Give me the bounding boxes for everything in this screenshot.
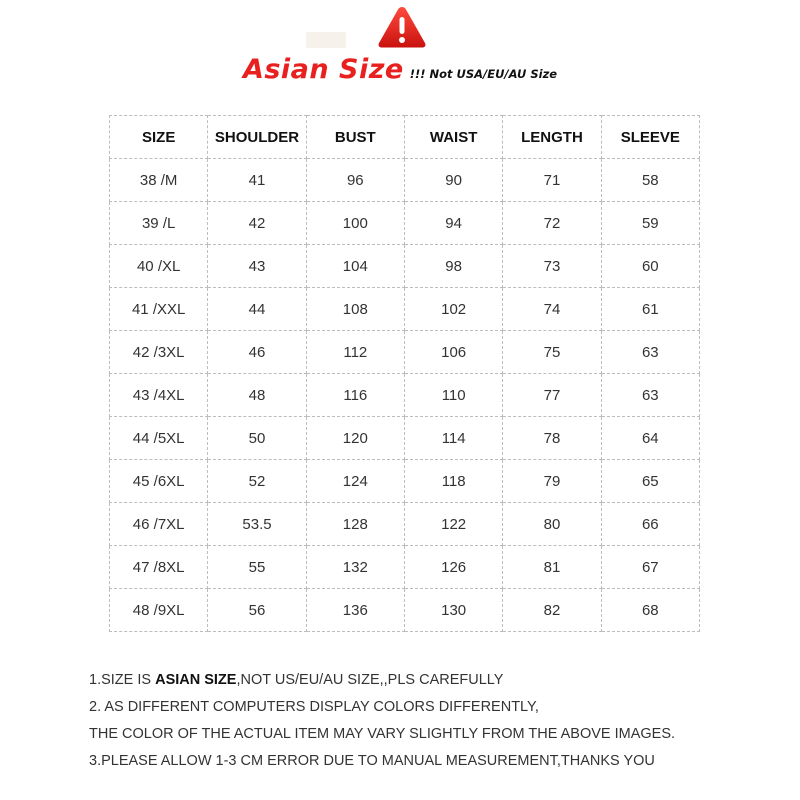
warning-triangle-icon xyxy=(376,4,428,50)
cell-waist: 118 xyxy=(404,460,502,503)
table-header-row xyxy=(110,116,700,159)
table-row xyxy=(110,159,700,202)
cell-length: 80 xyxy=(503,503,601,546)
cell-bust: 100 xyxy=(306,202,404,245)
cell-bust: 96 xyxy=(306,159,404,202)
cell-size: 47 /8XL xyxy=(110,546,208,589)
cell-bust: 116 xyxy=(306,374,404,417)
cell-shoulder: 41 xyxy=(208,159,306,202)
table-row xyxy=(110,503,700,546)
note-line-4: 3.PLEASE ALLOW 1-3 CM ERROR DUE TO MANUAL MEASUREMENT,THANKS YOU xyxy=(89,753,655,769)
cell-shoulder: 53.5 xyxy=(208,503,306,546)
column-header-length: LENGTH xyxy=(503,116,601,159)
cell-shoulder: 43 xyxy=(208,245,306,288)
cell-size: 43 /4XL xyxy=(110,374,208,417)
cell-size: 45 /6XL xyxy=(110,460,208,503)
table-row xyxy=(110,245,700,288)
cell-sleeve: 59 xyxy=(601,202,699,245)
cell-length: 73 xyxy=(503,245,601,288)
note-line-3: THE COLOR OF THE ACTUAL ITEM MAY VARY SLIGHTLY FROM THE ABOVE IMAGES. xyxy=(89,726,676,742)
cell-size: 46 /7XL xyxy=(110,503,208,546)
note-line-1-prefix: 1.SIZE IS xyxy=(89,672,156,688)
table-row xyxy=(110,417,700,460)
cell-length: 72 xyxy=(503,202,601,245)
cell-waist: 102 xyxy=(404,288,502,331)
cell-length: 79 xyxy=(503,460,601,503)
cell-sleeve: 63 xyxy=(601,374,699,417)
cell-waist: 94 xyxy=(404,202,502,245)
cell-waist: 122 xyxy=(404,503,502,546)
cell-bust: 108 xyxy=(306,288,404,331)
table-row xyxy=(110,374,700,417)
cell-bust: 128 xyxy=(306,503,404,546)
cell-waist: 98 xyxy=(404,245,502,288)
note-line-1-emphasis: ASIAN SIZE xyxy=(155,672,237,688)
faint-mark xyxy=(306,32,346,48)
column-header-bust: BUST xyxy=(306,116,404,159)
cell-shoulder: 50 xyxy=(208,417,306,460)
size-chart-table xyxy=(109,115,700,632)
table-row xyxy=(110,546,700,589)
cell-waist: 110 xyxy=(404,374,502,417)
cell-waist: 90 xyxy=(404,159,502,202)
cell-shoulder: 48 xyxy=(208,374,306,417)
cell-size: 42 /3XL xyxy=(110,331,208,374)
cell-size: 48 /9XL xyxy=(110,589,208,632)
note-line-1-suffix: ,NOT US/EU/AU SIZE,,PLS CAREFULLY xyxy=(236,672,504,688)
cell-sleeve: 63 xyxy=(601,331,699,374)
cell-bust: 104 xyxy=(306,245,404,288)
cell-sleeve: 66 xyxy=(601,503,699,546)
cell-sleeve: 65 xyxy=(601,460,699,503)
cell-waist: 130 xyxy=(404,589,502,632)
cell-length: 71 xyxy=(503,159,601,202)
headline xyxy=(0,54,800,85)
cell-waist: 114 xyxy=(404,417,502,460)
notes-block xyxy=(89,667,789,775)
cell-sleeve: 64 xyxy=(601,417,699,460)
cell-length: 82 xyxy=(503,589,601,632)
cell-length: 78 xyxy=(503,417,601,460)
table-row xyxy=(110,589,700,632)
cell-shoulder: 52 xyxy=(208,460,306,503)
cell-shoulder: 44 xyxy=(208,288,306,331)
cell-shoulder: 46 xyxy=(208,331,306,374)
cell-sleeve: 68 xyxy=(601,589,699,632)
cell-shoulder: 42 xyxy=(208,202,306,245)
cell-length: 81 xyxy=(503,546,601,589)
cell-sleeve: 58 xyxy=(601,159,699,202)
cell-waist: 126 xyxy=(404,546,502,589)
cell-length: 74 xyxy=(503,288,601,331)
cell-waist: 106 xyxy=(404,331,502,374)
cell-size: 40 /XL xyxy=(110,245,208,288)
cell-bust: 124 xyxy=(306,460,404,503)
cell-bust: 112 xyxy=(306,331,404,374)
table-row xyxy=(110,288,700,331)
headline-title: Asian Size xyxy=(242,54,404,85)
cell-sleeve: 67 xyxy=(601,546,699,589)
cell-bust: 132 xyxy=(306,546,404,589)
table-row xyxy=(110,202,700,245)
cell-sleeve: 61 xyxy=(601,288,699,331)
cell-bust: 120 xyxy=(306,417,404,460)
cell-sleeve: 60 xyxy=(601,245,699,288)
cell-bust: 136 xyxy=(306,589,404,632)
column-header-shoulder: SHOULDER xyxy=(208,116,306,159)
cell-shoulder: 56 xyxy=(208,589,306,632)
column-header-sleeve: SLEEVE xyxy=(601,116,699,159)
cell-size: 38 /M xyxy=(110,159,208,202)
note-line-1 xyxy=(89,667,789,694)
column-header-size: SIZE xyxy=(110,116,208,159)
cell-shoulder: 55 xyxy=(208,546,306,589)
column-header-waist: WAIST xyxy=(404,116,502,159)
cell-length: 77 xyxy=(503,374,601,417)
note-line-2: 2. AS DIFFERENT COMPUTERS DISPLAY COLORS DIFFERENTLY, xyxy=(89,699,539,715)
table-row xyxy=(110,460,700,503)
cell-size: 41 /XXL xyxy=(110,288,208,331)
headline-subtitle: !!! Not USA/EU/AU Size xyxy=(409,67,558,81)
cell-length: 75 xyxy=(503,331,601,374)
table-row xyxy=(110,331,700,374)
cell-size: 44 /5XL xyxy=(110,417,208,460)
cell-size: 39 /L xyxy=(110,202,208,245)
